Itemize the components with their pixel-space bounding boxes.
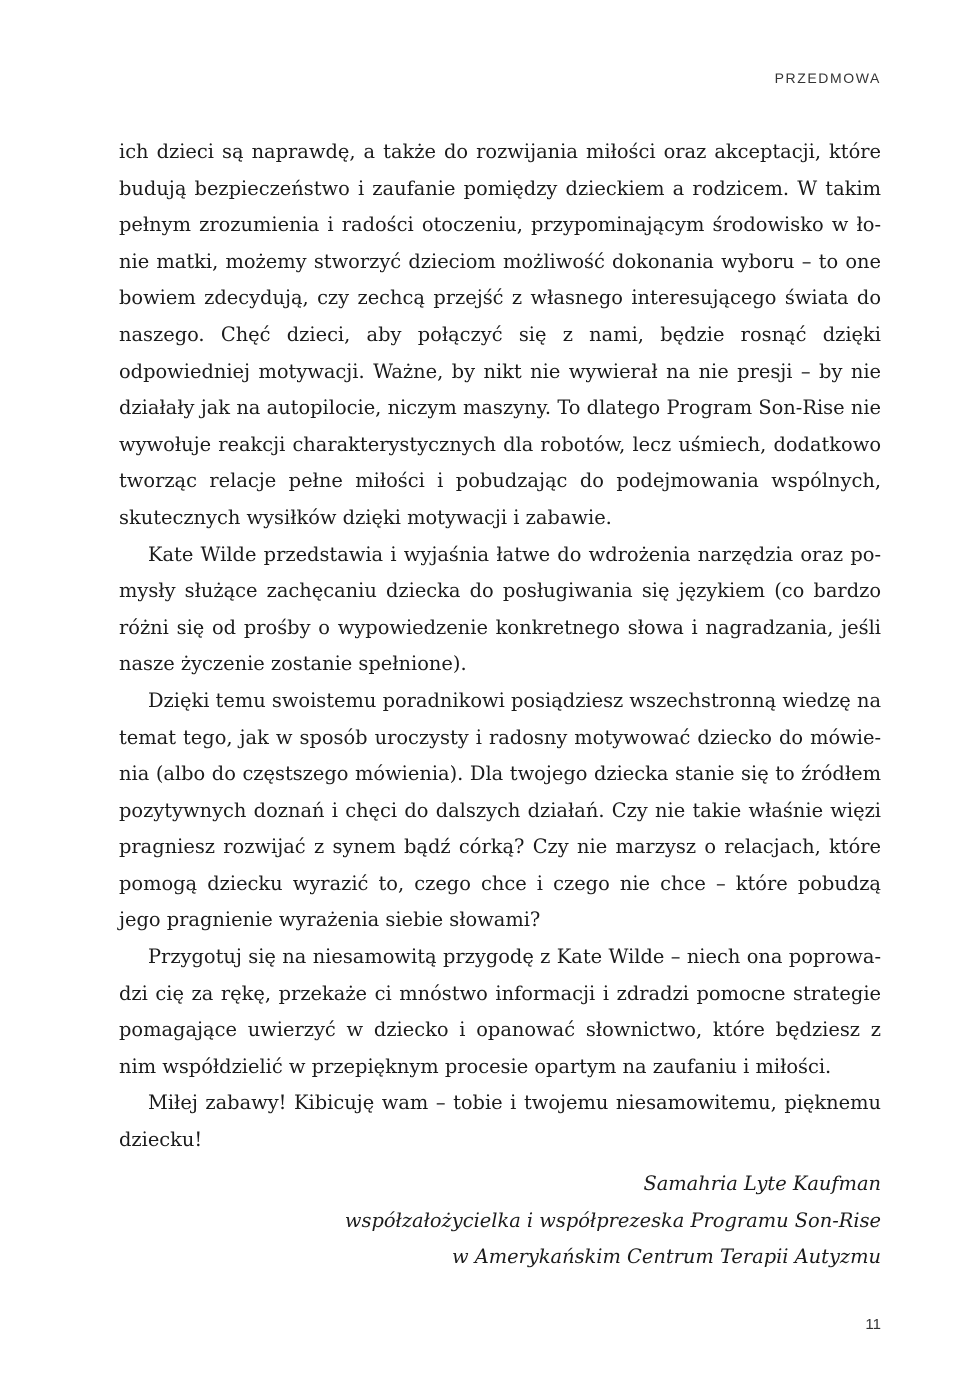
page-number: 11 <box>865 1316 881 1333</box>
paragraph-1: ich dzieci są naprawdę, a także do rozwijania miłości oraz akceptacji, które budują bezpieczeństwo i zaufanie pomiędzy dzieckiem a rodzicem. W takim pełnym zrozumienia i radości otoczeniu, przypominającym środowisko w łonie matki, możemy stworzyć dzieciom możliwość dokonania wyboru – to one bowiem zdecydują, czy zechcą przejść z własnego interesującego świata do naszego. Chęć dzieci, aby połączyć się z nami, będzie rosnąć dzięki odpowiedniej motywacji. Ważne, by nikt nie wywierał na nie presji – by nie działały jak na autopilocie, niczym maszyny. To dlatego Program Son-Rise nie wywołuje reakcji charakterystycznych dla robotów, lecz uśmiech, dodatkowo tworząc relacje pełne miłości i pobudzając do podejmowania wspólnych, skutecznych wysiłków dzięki motywacji i zabawie. <box>119 140 881 529</box>
paragraph-3: Dzięki temu swoistemu poradnikowi posiądziesz wszechstronną wiedzę na temat tego, jak w sposób uroczysty i radosny motywować dziecko do mówienia (albo do częstszego mówienia). Dla twojego dziecka stanie się to źródłem pozytywnych doznań i chęci do dalszych działań. Czy nie takie właśnie więzi pragniesz rozwijać z synem bądź córką? Czy nie marzysz o relacjach, które pomogą dziecku wyrazić to, czego chce i czego nie chce – które pobudzą jego pragnienie wyrażenia siebie słowami? <box>119 688 881 932</box>
signature-institution: w Amerykańskim Centrum Terapii Autyzmu <box>451 1245 881 1269</box>
body-text <box>119 134 881 1159</box>
paragraph-5: Miłej zabawy! Kibicuję wam – tobie i twojemu niesamowitemu, pięknemu dziecku! <box>119 1091 881 1152</box>
signature-role: współzałożycielka i współprezeska Programu Son-Rise <box>344 1208 881 1232</box>
signature-block <box>345 1166 881 1276</box>
paragraph-2: Kate Wilde przedstawia i wyjaśnia łatwe do wdrożenia narzędzia oraz pomysły służące zachęcaniu dziecka do posługiwania się językiem (co bardzo różni się od prośby o wypowiedzenie konkretnego słowa i nagradzania, jeśli nasze życzenie zostanie spełnione). <box>119 542 881 676</box>
paragraph-4: Przygotuj się na niesamowitą przygodę z Kate Wilde – niech ona poprowadzi cię za rękę, przekaże ci mnóstwo informacji i zdradzi pomocne strategie pomagające uwierzyć w dziecko i opanować słownictwo, które będziesz z nim współdzielić w przepięknym procesie opartym na zaufaniu i miłości. <box>119 945 881 1078</box>
running-head: PRZEDMOWA <box>774 70 881 86</box>
signature-name: Samahria Lyte Kaufman <box>643 1172 881 1195</box>
